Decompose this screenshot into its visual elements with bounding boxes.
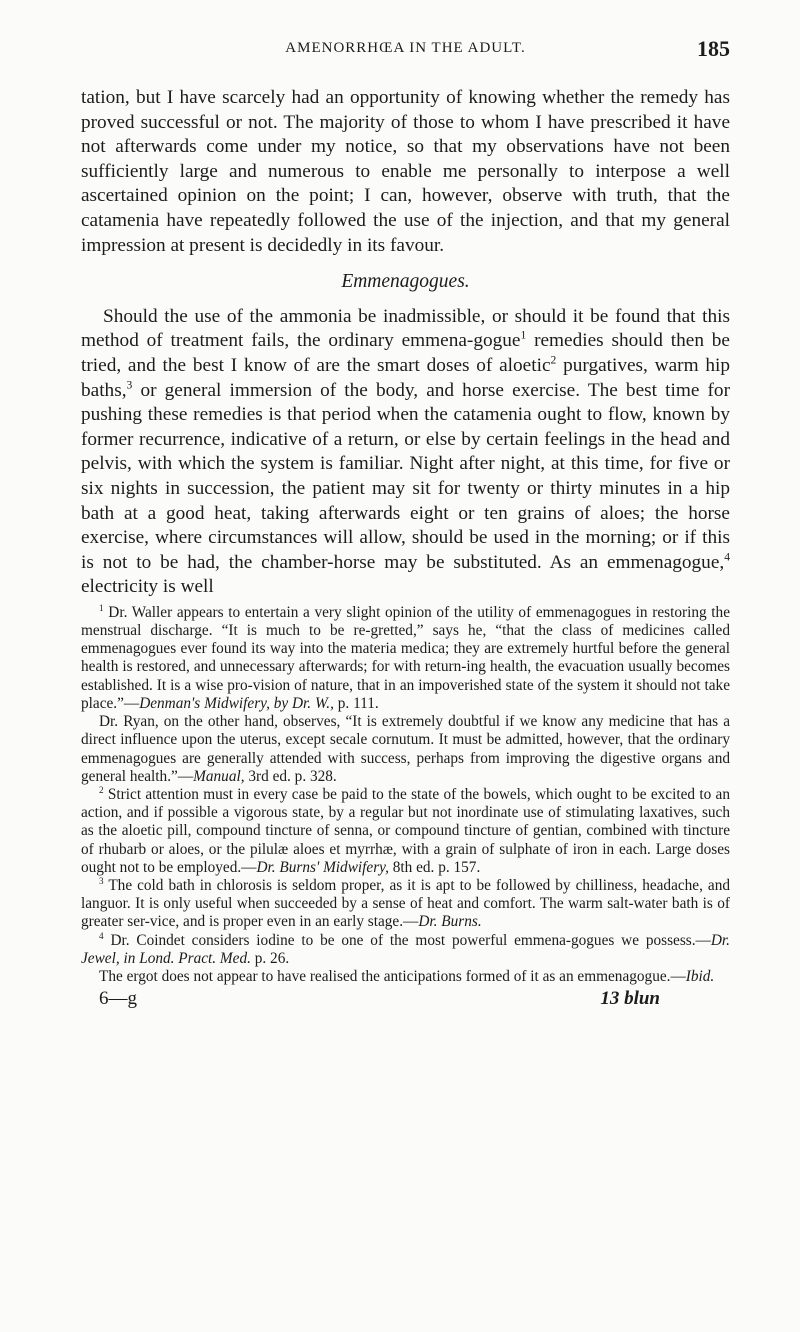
para-text: Should the use of the ammonia be inadmissible, or should it be found that this method of treatment fails, the ordinary emmena-gogue xyxy=(81,305,730,352)
footnote-text: The cold bath in chlorosis is seldom proper, as it is apt to be followed by chilliness, headache, and languor. It is only useful when succeeded by a sense of heat and comfort. The warm salt-water bath is of greater ser-vice, and is proper even in an early stage.— xyxy=(81,876,730,931)
paragraph-emmenagogues xyxy=(81,305,730,600)
footnote-mark-2: 2 xyxy=(99,784,104,795)
running-head xyxy=(81,36,730,68)
citation: Denman's Midwifery, by Dr. W., xyxy=(139,694,334,712)
footnote-ref-1: 1 xyxy=(520,328,527,342)
para-text: remedies should then be tried, and the best I know of are the smart doses of aloetic xyxy=(81,330,730,376)
footnote-mark-1: 1 xyxy=(99,602,104,613)
running-title: AMENORRHŒA IN THE ADULT. xyxy=(285,40,526,56)
citation: Dr. Burns' Midwifery, xyxy=(256,858,389,876)
footnote-ref-2: 2 xyxy=(550,353,557,367)
footnote-text: Strict attention must in every case be paid to the state of the bowels, which ought to be excited to an action, and if possible a vigorous state, by a regular but not inordinate use of stimulating laxatives, such as the aloetic pill, compound tincture of senna, or compound tincture of gentian, combined with tincture of rhubarb or aloes, or the pilulæ aloes et myrrhæ, with a grain of sulphate of iron in each. Large doses ought not to be employed.— xyxy=(81,785,730,876)
section-heading: Emmenagogues. xyxy=(341,271,470,293)
body-text xyxy=(81,86,730,600)
footnote-text: The ergot does not appear to have realised the anticipations formed of it as an emmenagogue.— xyxy=(99,967,686,985)
citation: Ibid. xyxy=(685,967,715,985)
footnote-text: Dr. Waller appears to entertain a very slight opinion of the utility of emmenagogues in restoring the menstrual discharge. “It is much to be re-gretted,” says he, “that the class of medicines called emmenagogues ever found its way into the materia medica; they are extremely hurtful before the general health is restored, and unnecessary afterwards; for with return-ing health, the evacuation usually becomes established. It is a wise pro-vision of nature, that in an impoverished state of the system it should not take place.”— xyxy=(81,603,730,712)
footnote-text: p. 111. xyxy=(333,694,379,712)
footnote-2 xyxy=(81,786,730,877)
footnote-text: Dr. Ryan, on the other hand, observes, “It is extremely doubtful if we know any medicine that has a direct influence upon the uterus, except secale cornutum. It must be admitted, however, that the ordinary emmenagogues are generally attended with success, perhaps from improving the digestive organs and general health.”— xyxy=(81,713,730,785)
signature-mark: 6—g xyxy=(99,988,137,1010)
page-footer xyxy=(81,988,730,1010)
catchword: 13 blun xyxy=(600,988,660,1010)
footnote-mark-4: 4 xyxy=(99,930,104,941)
citation: Manual, xyxy=(193,767,245,785)
footnote-4 xyxy=(81,932,730,968)
para-text: electricity is well xyxy=(81,576,214,598)
footnote-text: p. 26. xyxy=(250,949,290,967)
footnote-1 xyxy=(81,604,730,713)
footnote-3 xyxy=(81,877,730,932)
paragraph-continued: tation, but I have scarcely had an opportunity of knowing whether the remedy has proved successful or not. The majority of those to whom I have prescribed it have not afterwards come under my notice, so that my observations have not been sufficiently large and numerous to enable me personally to interpose a well ascertained opinion on the point; I can, however, observe with truth, that the catamenia have repeatedly followed the use of the injection, and that my general impression at present is decidedly in its favour. xyxy=(81,87,730,256)
para-text: purgatives, warm hip baths, xyxy=(81,354,730,401)
footnote-text: 8th ed. p. 157. xyxy=(388,858,481,876)
footnote-text: 3rd ed. p. 328. xyxy=(244,767,337,785)
footnote-mark-3: 3 xyxy=(99,875,104,886)
citation: Dr. Burns. xyxy=(418,913,482,931)
footnote-ref-3: 3 xyxy=(126,378,133,392)
citation: Dr. Jewel, in Lond. Pract. Med. xyxy=(81,931,730,967)
footnote-ref-4: 4 xyxy=(724,550,730,564)
para-text: or general immersion of the body, and horse exercise. The best time for pushing these remedies is that period when the catamenia ought to flow, known by former recurrence, indicative of a return, or else by certain feelings in the head and pelvis, with which the system is familiar. Night after night, at this time, for five or six nights in succession, the patient may sit for twenty or thirty minutes in a hip bath at a good heat, taking afterwards eight or ten grains of aloes; the horse exercise, where circumstances will allow, should be used in the morning; or if this is not to be had, the chamber-horse may be substituted. As an emmenagogue, xyxy=(81,379,730,573)
footnote-text: Dr. Coindet considers iodine to be one of the most powerful emmena-gogues we possess.— xyxy=(110,931,711,949)
footnotes xyxy=(81,604,730,986)
footnote-1-continued xyxy=(81,713,730,786)
page-number: 185 xyxy=(697,36,730,61)
footnote-4-continued xyxy=(81,968,730,986)
